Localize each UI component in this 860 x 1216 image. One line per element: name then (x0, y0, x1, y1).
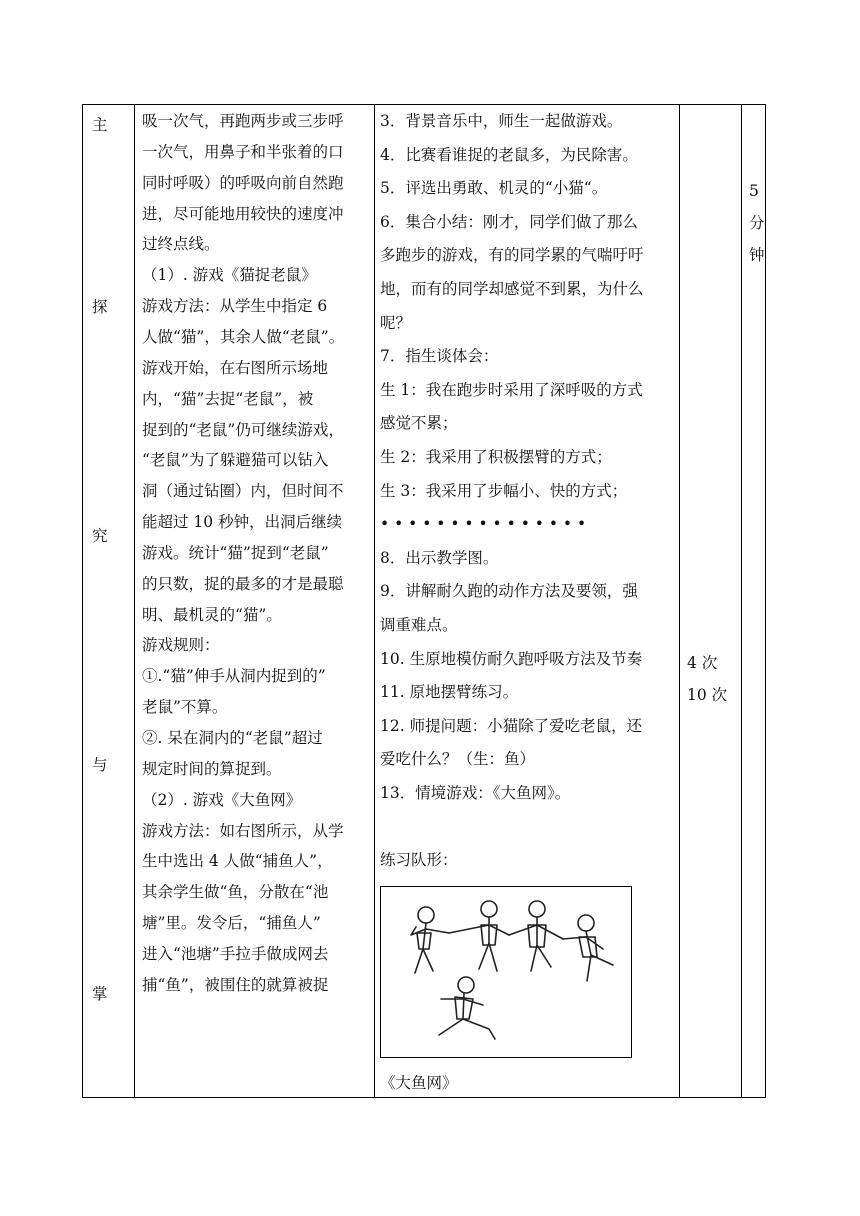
time-column (741, 105, 767, 1097)
process-line: 生 3：我采用了步幅小、快的方式； (380, 481, 628, 500)
description-line: 老鼠”不算。 (142, 698, 228, 717)
description-line: “老鼠”为了躲避猫可以钻入 (142, 451, 329, 470)
description-line: ①.“猫”伸手从洞内捉到的” (142, 667, 326, 686)
game-description-column (134, 105, 374, 1097)
description-line: 游戏方法：从学生中指定 6 (142, 297, 328, 316)
process-line: 3．背景音乐中，师生一起做游戏。 (380, 112, 623, 130)
description-line: 一次气，用鼻子和半张着的口 (142, 142, 344, 161)
description-line: 洞（通过钻圈）内，但时间不 (142, 482, 344, 501)
time-value: 钟 (749, 246, 765, 264)
description-line: 进入“池塘”手拉手做成网去 (142, 944, 329, 963)
process-line: 11. 原地摆臂练习。 (380, 683, 519, 702)
lesson-table (82, 104, 766, 1098)
process-line: 呢？ (380, 313, 412, 332)
description-line: 游戏方法：如右图所示，从学 (142, 821, 344, 840)
time-value: 5 (749, 182, 759, 200)
description-line: 塘”里。发令后，“捕鱼人” (142, 914, 321, 933)
description-line: 内，“猫”去捉“老鼠”，被 (142, 389, 314, 408)
repetitions-column (679, 105, 741, 1097)
time-value: 分 (749, 214, 765, 232)
process-line: 8．出示教学图。 (380, 548, 499, 567)
process-line: 9．讲解耐久跑的动作方法及要领，强 (380, 582, 638, 601)
description-line: 过终点线。 (142, 235, 220, 254)
process-line: 爱吃什么？（生：鱼） (380, 750, 536, 769)
description-line: 捉到的“老鼠”仍可继续游戏， (142, 420, 344, 439)
process-line: 感觉不累； (380, 414, 458, 433)
description-line: ②. 呆在洞内的“老鼠”超过 (142, 729, 323, 747)
description-line: 的只数，捉的最多的才是最聪 (142, 574, 344, 593)
process-line: 多跑步的游戏，有的同学累的气喘吁吁 (380, 246, 644, 265)
description-line: 生中选出 4 人做“捕鱼人”， (142, 852, 333, 871)
description-line: 能超过 10 秒钟，出洞后继续 (142, 513, 343, 532)
description-line: 明、最机灵的“猫”。 (142, 605, 282, 624)
section-label-char: 究 (92, 527, 108, 545)
section-label-char: 探 (92, 298, 108, 316)
process-line: 练习队形： (380, 851, 458, 870)
section-label-column (83, 105, 134, 1097)
repetition-value: 10 次 (687, 686, 728, 704)
description-line: 人做“猫”，其余人做“老鼠”。 (142, 327, 345, 346)
process-line: 调重难点。 (380, 616, 458, 634)
repetition-value: 4 次 (687, 654, 718, 672)
description-line: 吸一次气，再跑两步或三步呼 (142, 112, 344, 130)
description-line: 进，尽可能地用较快的速度冲 (142, 204, 344, 223)
process-line: 生 1：我在跑步时采用了深呼吸的方式 (380, 380, 643, 399)
process-line: 7．指生谈体会： (380, 347, 499, 366)
description-line: 其余学生做“鱼，分散在“池 (142, 883, 329, 902)
section-label-char: 主 (92, 116, 108, 134)
process-line: 6．集合小结：刚才，同学们做了那么 (380, 212, 638, 231)
process-line: 4．比赛看谁捉的老鼠多，为民除害。 (380, 145, 638, 164)
ellipsis-dots: • • • • • • • • • • • • • • • (380, 515, 587, 534)
section-label-char: 掌 (92, 985, 108, 1003)
children-holding-hands-drawing (381, 887, 631, 1057)
process-line: 12. 师提问题：小猫除了爱吃老鼠，还 (380, 716, 643, 735)
description-line: 捕“鱼”，被围住的就算被捉 (142, 975, 329, 994)
description-line: 游戏规则： (142, 636, 220, 655)
description-line: 规定时间的算捉到。 (142, 759, 282, 778)
process-line: 生 2：我采用了积极摆臂的方式； (380, 448, 612, 466)
process-line: 地，而有的同学却感觉不到累，为什么 (380, 280, 644, 298)
description-line: 游戏。统计“猫”捉到“老鼠” (142, 543, 329, 562)
process-line: 5．评选出勇敢、机灵的“小猫“。 (380, 179, 608, 198)
description-line: 同时呼吸）的呼吸向前自然跑 (142, 173, 344, 192)
section-label-char: 与 (92, 756, 108, 774)
process-line: 13．情境游戏：《大鱼网》。 (380, 784, 571, 802)
description-line: （1）. 游戏《猫捉老鼠》 (142, 266, 317, 285)
description-line: 游戏开始，在右图所示场地 (142, 358, 329, 377)
process-line: 10. 生原地模仿耐久跑呼吸方法及节奏 (380, 649, 643, 668)
figure-caption: 《大鱼网》 (380, 1074, 458, 1092)
description-line: （2）. 游戏《大鱼网》 (142, 790, 302, 809)
fishing-net-game-illustration (380, 886, 632, 1058)
